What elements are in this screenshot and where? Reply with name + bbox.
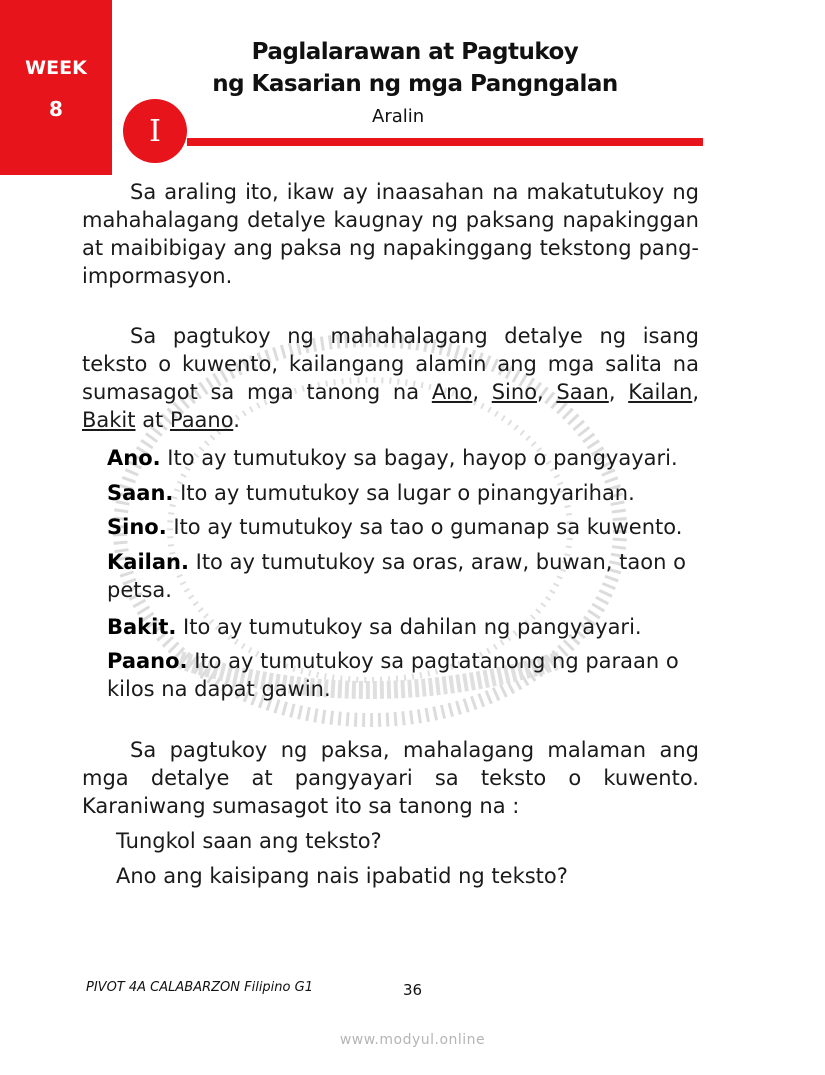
keyword-kailan: Kailan — [628, 380, 693, 404]
page-number: 36 — [403, 981, 423, 999]
definition-term: Paano. — [107, 649, 188, 673]
separator: , — [608, 380, 629, 404]
intro-text: Sa araling ito, ikaw ay inaasahan na makatutukoy ng mahahalagang detalye kaugnay ng paksang napakinggan at maibibigay ang paksa ng napakinggang tekstong pang-impormasyon. — [82, 180, 699, 288]
definition-text: Ito ay tumutukoy sa tao o gumanap sa kuwento. — [166, 515, 683, 539]
separator: , — [472, 380, 492, 404]
separator: , — [537, 380, 557, 404]
section-name: Aralin — [372, 106, 425, 127]
week-label: WEEK — [25, 57, 87, 79]
definition-item — [107, 548, 699, 604]
topic-paragraph — [82, 736, 699, 820]
definition-text: Ito ay tumutukoy sa pagtatanong ng paraan o kilos na dapat gawin. — [107, 649, 679, 701]
separator: . — [233, 408, 240, 432]
intro-paragraph — [82, 178, 699, 290]
title-line-1: Paglalarawan at Pagtukoy — [251, 39, 579, 65]
keyword-ano: Ano — [431, 380, 473, 404]
definition-term: Ano. — [107, 446, 161, 470]
page-title — [130, 36, 700, 100]
keyword-bakit: Bakit — [82, 408, 136, 432]
separator: , — [692, 380, 699, 404]
week-number: 8 — [49, 97, 63, 121]
definition-term: Bakit. — [107, 615, 177, 639]
keyword-saan: Saan — [556, 380, 609, 404]
keyword-sino: Sino — [491, 380, 538, 404]
section-divider — [187, 138, 703, 146]
topic-text: Sa pagtukoy ng paksa, mahalagang malaman ang mga detalye at pangyayari sa teksto o kuwento. Karaniwang sumasagot ito sa tanong na : — [82, 738, 699, 818]
details-paragraph — [82, 322, 699, 434]
topic-question: Tungkol saan ang teksto? — [116, 829, 382, 853]
definition-term: Sino. — [107, 515, 167, 539]
definition-item — [107, 479, 699, 507]
separator: at — [135, 408, 170, 432]
site-watermark: www.modyul.online — [339, 1032, 486, 1048]
definition-item — [107, 647, 699, 703]
topic-question: Ano ang kaisipang nais ipabatid ng teksto? — [116, 864, 568, 888]
title-line-2: ng Kasarian ng mga Pangngalan — [212, 71, 618, 97]
definition-text: Ito ay tumutukoy sa dahilan ng pangyayari. — [176, 615, 642, 639]
definition-item — [107, 513, 699, 541]
section-letter-badge: I — [123, 99, 187, 163]
definition-item — [107, 613, 699, 641]
definition-item — [107, 444, 699, 472]
definition-text: Ito ay tumutukoy sa oras, araw, buwan, taon o petsa. — [107, 550, 686, 602]
footer-source: PIVOT 4A CALABARZON Filipino G1 — [86, 980, 313, 995]
week-badge — [0, 0, 112, 175]
definition-text: Ito ay tumutukoy sa lugar o pinangyarihan. — [173, 481, 635, 505]
details-lead: Sa pagtukoy ng mahahalagang detalye ng isang teksto o kuwento, kailangang alamin ang mga salita na sumasagot sa mga tanong na — [82, 324, 699, 404]
definition-term: Kailan. — [107, 550, 189, 574]
keyword-paano: Paano — [169, 408, 234, 432]
definition-text: Ito ay tumutukoy sa bagay, hayop o pangyayari. — [160, 446, 678, 470]
definition-term: Saan. — [107, 481, 174, 505]
